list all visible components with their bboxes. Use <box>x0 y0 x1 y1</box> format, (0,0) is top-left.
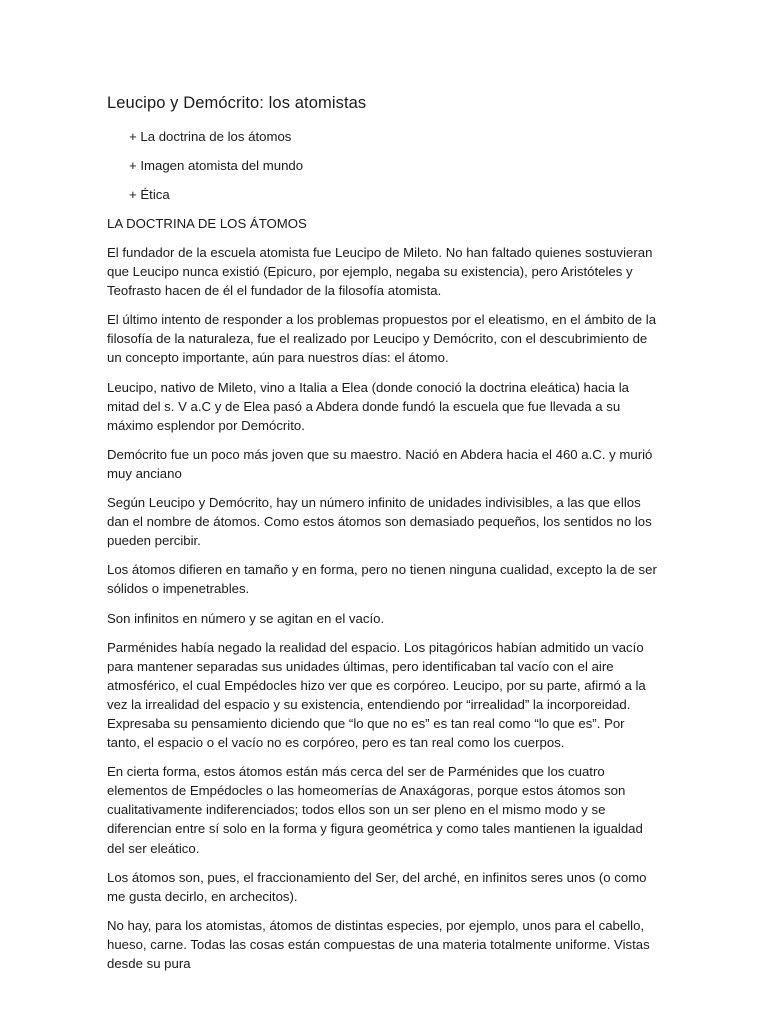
paragraph: No hay, para los atomistas, átomos de distintas especies, por ejemplo, unos para el cabello, hueso, carne. Todas las cosas están compuestas de una materia totalmente uniforme. Vistas desde su pura <box>107 917 650 971</box>
document-page <box>107 93 659 983</box>
paragraph: En cierta forma, estos átomos están más cerca del ser de Parménides que los cuatro elementos de Empédocles o las homeomerías de Anaxágoras, porque estos átomos son cualitativamente indiferenciados; todos ellos son un ser pleno en el mismo modo y se diferencian entre sí solo en la forma y figura geométrica y como tales mantienen la igualdad del ser eleático. <box>107 764 643 856</box>
paragraph: El último intento de responder a los problemas propuestos por el eleatismo, en el ámbito de la filosofía de la naturaleza, fue el realizado por Leucipo y Demócrito, con el descubrimiento de un concepto importante, aún para nuestros días: el átomo. <box>107 312 657 366</box>
paragraph: Según Leucipo y Demócrito, hay un número infinito de unidades indivisibles, a las que ellos dan el nombre de átomos. Como estos átomos son demasiado pequeños, los sentidos no los pueden percibir. <box>107 495 652 549</box>
paragraph: Son infinitos en número y se agitan en el vacío. <box>107 610 385 626</box>
toc-item: + La doctrina de los átomos <box>129 129 292 144</box>
paragraph: Los átomos difieren en tamaño y en forma, pero no tienen ninguna cualidad, excepto la de ser sólidos o impenetrables. <box>107 562 657 597</box>
paragraph: Los átomos son, pues, el fraccionamiento del Ser, del arché, en infinitos seres unos (o como me gusta decirlo, en archecitos). <box>107 869 647 904</box>
document-title: Leucipo y Demócrito: los atomistas <box>107 94 367 112</box>
table-of-contents <box>107 127 659 204</box>
paragraph: El fundador de la escuela atomista fue Leucipo de Mileto. No han faltado quienes sostuvieran que Leucipo nunca existió (Epicuro, por ejemplo, negaba su existencia), pero Aristóteles y Teofrasto hacen de él el fundador de la filosofía atomista. <box>107 245 653 299</box>
toc-item: + Imagen atomista del mundo <box>129 158 304 173</box>
section-heading: LA DOCTRINA DE LOS ÁTOMOS <box>107 216 307 231</box>
paragraph: Leucipo, nativo de Mileto, vino a Italia a Elea (donde conoció la doctrina eleática) hacia la mitad del s. V a.C y de Elea pasó a Abdera donde fundó la escuela que fue llevada a su máximo esplendor por Demócrito. <box>107 379 629 433</box>
paragraph: Demócrito fue un poco más joven que su maestro. Nació en Abdera hacia el 460 a.C. y murió muy anciano <box>107 446 653 481</box>
paragraph: Parménides había negado la realidad del espacio. Los pitagóricos habían admitido un vacío para mantener separadas sus unidades últimas, pero identificaban tal vacío con el aire atmosférico, el cual Empédocles hizo ver que es corpóreo. Leucipo, por su parte, afirmó a la vez la irrealidad del espacio y su existencia, entendiendo por “irrealidad” la incorporeidad. Expresaba su pensamiento diciendo que “lo que no es” es tan real como “lo que es”. Por tanto, el espacio o el vacío no es corpóreo, pero es tan real como los cuerpos. <box>107 639 646 751</box>
toc-item: + Ética <box>129 187 170 202</box>
